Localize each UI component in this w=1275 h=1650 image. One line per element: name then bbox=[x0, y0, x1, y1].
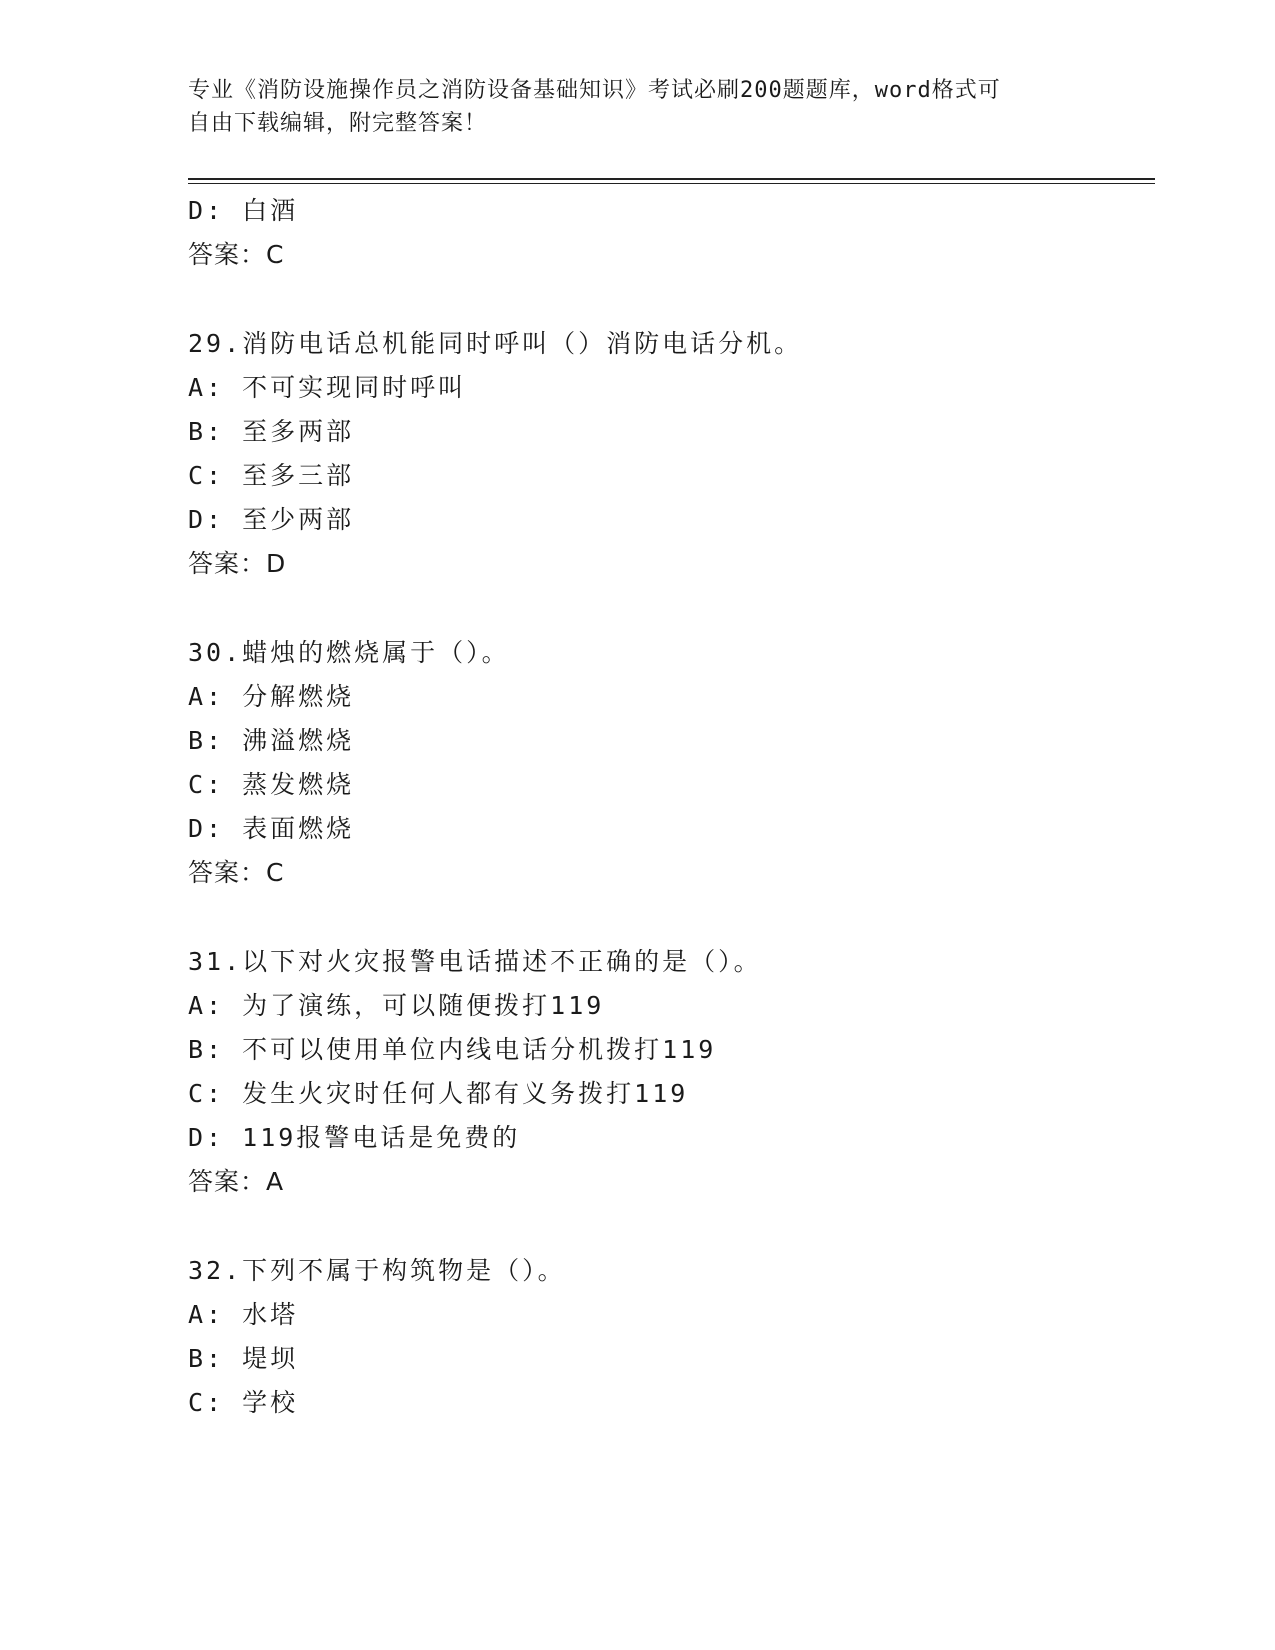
question-29-option-b: B: 至多两部 bbox=[188, 417, 355, 446]
header-divider bbox=[188, 178, 1155, 184]
question-31-answer: 答案：A bbox=[188, 1167, 285, 1196]
question-30-answer: 答案：C bbox=[188, 858, 285, 887]
question-30-option-b: B: 沸溢燃烧 bbox=[188, 726, 355, 755]
prev-question-option-d: D: 白酒 bbox=[188, 196, 299, 225]
document-header bbox=[188, 74, 1088, 140]
question-30-option-d: D: 表面燃烧 bbox=[188, 814, 355, 843]
question-31-option-a: A: 为了演练，可以随便拨打119 bbox=[188, 991, 605, 1020]
question-30-option-c: C: 蒸发燃烧 bbox=[188, 770, 355, 799]
question-29-option-a: A: 不可实现同时呼叫 bbox=[188, 373, 467, 402]
question-31-stem: 31.以下对火灾报警电话描述不正确的是（）。 bbox=[188, 947, 762, 976]
prev-question-answer: 答案：C bbox=[188, 240, 285, 269]
question-29-option-c: C: 至多三部 bbox=[188, 461, 355, 490]
question-30-option-a: A: 分解燃烧 bbox=[188, 682, 355, 711]
question-32-option-b: B: 堤坝 bbox=[188, 1344, 299, 1373]
question-31-option-b: B: 不可以使用单位内线电话分机拨打119 bbox=[188, 1035, 717, 1064]
question-31-option-c: C: 发生火灾时任何人都有义务拨打119 bbox=[188, 1079, 689, 1108]
question-29-answer: 答案：D bbox=[188, 549, 287, 578]
question-32-stem: 32.下列不属于构筑物是（）。 bbox=[188, 1256, 566, 1285]
question-29-option-d: D: 至少两部 bbox=[188, 505, 355, 534]
header-line-1: 专业《消防设施操作员之消防设备基础知识》考试必刷200题题库，word格式可 bbox=[188, 78, 1001, 103]
header-line-2: 自由下载编辑，附完整答案！ bbox=[188, 111, 488, 136]
question-32-option-c: C: 学校 bbox=[188, 1388, 299, 1417]
question-32-option-a: A: 水塔 bbox=[188, 1300, 299, 1329]
question-31-option-d: D: 119报警电话是免费的 bbox=[188, 1123, 521, 1152]
question-29-stem: 29.消防电话总机能同时呼叫（）消防电话分机。 bbox=[188, 329, 803, 358]
question-30-stem: 30.蜡烛的燃烧属于（）。 bbox=[188, 638, 510, 667]
